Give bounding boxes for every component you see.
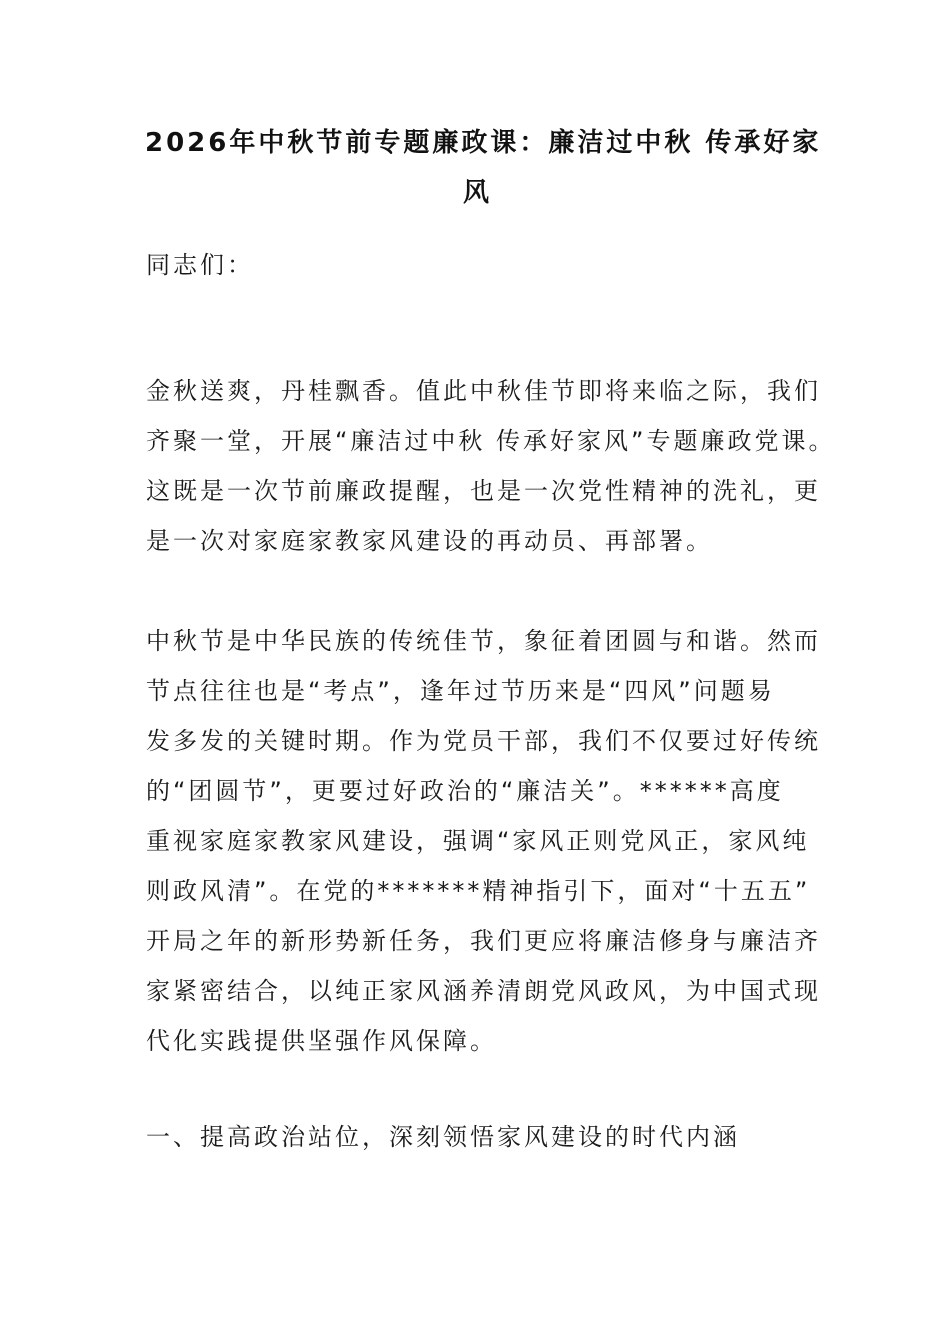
salutation <box>146 240 826 290</box>
paragraph-1-line: 齐聚一堂，开展“廉洁过中秋 传承好家风”专题廉政党课。 <box>146 427 836 455</box>
paragraph-1-line: 这既是一次节前廉政提醒，也是一次党性精神的洗礼，更 <box>146 477 821 505</box>
paragraph-2-line: 发多发的关键时期。作为党员干部，我们不仅要过好传统 <box>146 727 821 755</box>
paragraph-2-line: 中秋节是中华民族的传统佳节，象征着团圆与和谐。然而 <box>146 627 821 655</box>
paragraph-2 <box>146 616 826 1066</box>
paragraph-2-line: 开局之年的新形势新任务，我们更应将廉洁修身与廉洁齐 <box>146 927 821 955</box>
paragraph-2-line: 代化实践提供坚强作风保障。 <box>146 1027 497 1055</box>
title-line-2: 风 <box>462 178 492 208</box>
document-title <box>145 118 822 218</box>
salutation-text: 同志们： <box>146 251 254 279</box>
title-line-1: 2026年中秋节前专题廉政课：廉洁过中秋 传承好家 <box>145 128 822 158</box>
paragraph-2-line: 重视家庭家教家风建设，强调“家风正则党风正，家风纯 <box>146 827 810 855</box>
paragraph-2-line: 则政风清”。在党的*******精神指引下，面对“十五五” <box>146 877 811 905</box>
section-heading <box>146 1112 826 1162</box>
paragraph-1-line: 是一次对家庭家教家风建设的再动员、再部署。 <box>146 527 713 555</box>
section-heading-text: 一、提高政治站位，深刻领悟家风建设的时代内涵 <box>146 1123 740 1151</box>
paragraph-2-line: 节点往往也是“考点”，逢年过节历来是“四风”问题易 <box>146 677 775 705</box>
paragraph-1 <box>146 366 836 566</box>
paragraph-2-line: 的“团圆节”，更要过好政治的“廉洁关”。******高度 <box>146 777 784 805</box>
paragraph-2-line: 家紧密结合，以纯正家风涵养清朗党风政风，为中国式现 <box>146 977 821 1005</box>
paragraph-1-line: 金秋送爽，丹桂飘香。值此中秋佳节即将来临之际，我们 <box>146 377 821 405</box>
